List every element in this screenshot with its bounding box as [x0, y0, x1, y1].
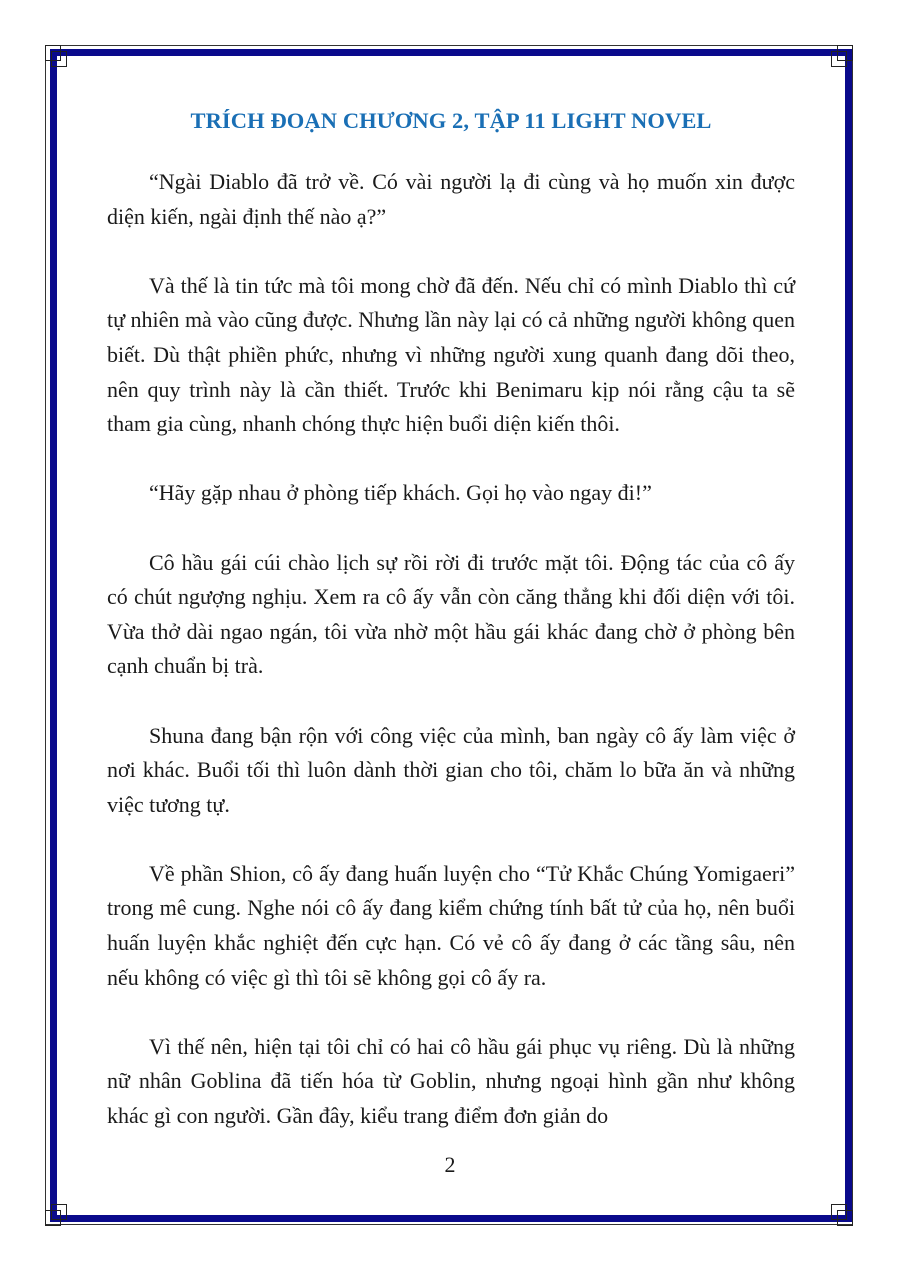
- chapter-title: TRÍCH ĐOẠN CHƯƠNG 2, TẬP 11 LIGHT NOVEL: [190, 108, 712, 133]
- paragraph-1: “Ngài Diablo đã trở về. Có vài người lạ đi cùng và họ muốn xin được diện kiến, ngài định thế nào ạ?”: [107, 169, 795, 229]
- paragraph-5: Shuna đang bận rộn với công việc của mình, ban ngày cô ấy làm việc ở nơi khác. Buổi tối thì luôn dành thời gian cho tôi, chăm lo bữa ăn và những việc tương tự.: [107, 722, 795, 817]
- paragraph-2: Và thế là tin tức mà tôi mong chờ đã đến. Nếu chỉ có mình Diablo thì cứ tự nhiên mà vào cũng được. Nhưng lần này lại có cả những người không quen biết. Dù thật phiền phức, nhưng vì những người xung quanh đang dõi theo, nên quy trình này là cần thiết. Trước khi Benimaru kịp nói rằng cậu ta sẽ tham gia cùng, nhanh chóng thực hiện buổi diện kiến thôi.: [107, 272, 795, 437]
- corner-ornament-bottom-right-inner: [831, 1204, 847, 1220]
- page-content: [107, 104, 795, 1168]
- paragraph-3: “Hãy gặp nhau ở phòng tiếp khách. Gọi họ vào ngay đi!”: [149, 480, 652, 506]
- paragraph-6: Về phần Shion, cô ấy đang huấn luyện cho “Tử Khắc Chúng Yomigaeri” trong mê cung. Nghe nói cô ấy đang kiểm chứng tính bất tử của họ, nên buổi huấn luyện khắc nghiệt đến cực hạn. Có vẻ cô ấy đang ở các tầng sâu, nên nếu không có việc gì thì tôi sẽ không gọi cô ấy ra.: [107, 860, 795, 990]
- page-number: 2: [444, 1152, 456, 1177]
- corner-ornament-top-left-inner: [51, 51, 67, 67]
- corner-ornament-top-right-inner: [831, 51, 847, 67]
- paragraph-4: Cô hầu gái cúi chào lịch sự rồi rời đi trước mặt tôi. Động tác của cô ấy có chút ngượng nghịu. Xem ra cô ấy vẫn còn căng thẳng khi đối diện với tôi. Vừa thở dài ngao ngán, tôi vừa nhờ một hầu gái khác đang chờ ở phòng bên cạnh chuẩn bị trà.: [107, 549, 795, 679]
- paragraph-7: Vì thế nên, hiện tại tôi chỉ có hai cô hầu gái phục vụ riêng. Dù là những nữ nhân Goblina đã tiến hóa từ Goblin, nhưng ngoại hình gần như không khác gì con người. Gần đây, kiểu trang điểm đơn giản do: [107, 1033, 795, 1129]
- corner-ornament-bottom-left-inner: [51, 1204, 67, 1220]
